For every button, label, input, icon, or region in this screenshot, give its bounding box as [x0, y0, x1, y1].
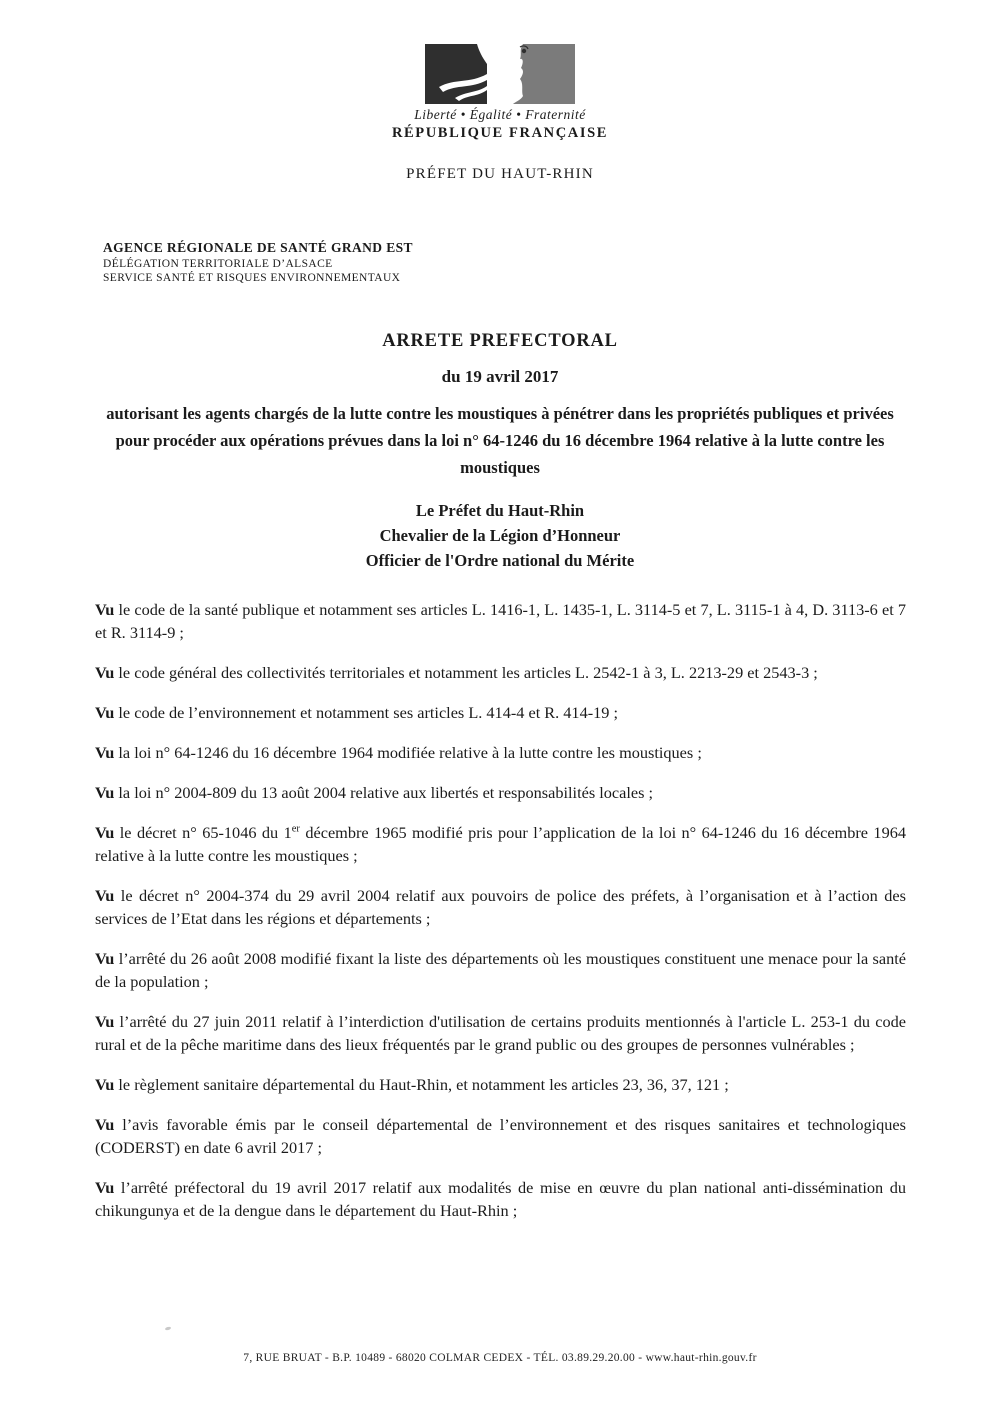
government-letterhead — [0, 44, 1000, 183]
title-block — [95, 331, 905, 481]
recital-text: le décret n° 2004-374 du 29 avril 2004 relatif aux pouvoirs de police des préfets, à l’organisation et à l’action des services de l’Etat dans les régions et départements ; — [95, 886, 906, 928]
recital-lead: Vu — [95, 1012, 115, 1031]
recital — [95, 781, 906, 804]
recital-text: l’arrêté du 26 août 2008 modifié fixant la liste des départements où les moustiques constituent une menace pour la santé de la population ; — [95, 949, 907, 991]
recital-lead: Vu — [95, 1115, 115, 1134]
marianne-logo-icon — [425, 44, 575, 104]
recital-text: le code général des collectivités territoriales et notamment les articles L. 2542-1 à 3, L. 2213-29 et 2543-3 ; — [118, 663, 818, 682]
scan-artifact — [165, 1326, 172, 1330]
document-date: du 19 avril 2017 — [441, 367, 559, 386]
recital-text: le code de l’environnement et notamment ses articles L. 414-4 et R. 414-19 ; — [118, 703, 619, 722]
recital-lead: Vu — [95, 823, 115, 842]
recital — [95, 701, 906, 724]
issuer-title: Le Préfet du Haut-Rhin — [415, 501, 585, 520]
recital-text: le décret n° 65-1046 du 1er décembre 1965 modifié pris pour l’application de la loi n° 64-1246 du 16 décembre 1964 relative à la lutte contre les moustiques ; — [95, 823, 906, 865]
recital — [95, 661, 906, 684]
agency-block — [103, 240, 413, 284]
prefecture-name: PRÉFET DU HAUT-RHIN — [406, 166, 594, 182]
recital — [95, 1176, 906, 1222]
recital — [95, 884, 906, 930]
recital-lead: Vu — [95, 949, 115, 968]
agency-name: AGENCE RÉGIONALE DE SANTÉ GRAND EST — [103, 240, 413, 255]
recital-lead: Vu — [95, 1075, 115, 1094]
recital-lead: Vu — [95, 663, 115, 682]
recital-text: l’arrêté du 27 juin 2011 relatif à l’interdiction d'utilisation de certains produits mentionnés à l'article L. 253-1 du code rural et de la pêche maritime dans des lieux fréquentés par le grand public ou des groupes de personnes vulnérables ; — [95, 1012, 906, 1054]
issuer-honor-2: Officier de l'Ordre national du Mérite — [365, 551, 635, 570]
agency-service: SERVICE SANTÉ ET RISQUES ENVIRONNEMENTAUX — [103, 272, 401, 284]
recital-text: le règlement sanitaire départemental du Haut-Rhin, et notamment les articles 23, 36, 37, 121 ; — [118, 1075, 729, 1094]
recital — [95, 1010, 906, 1056]
document-title: ARRETE PREFECTORAL — [382, 331, 618, 351]
recitals — [95, 598, 906, 1239]
recital — [95, 741, 906, 764]
recital-lead: Vu — [95, 886, 115, 905]
republic-name: RÉPUBLIQUE FRANÇAISE — [391, 125, 609, 141]
recital-text: l’avis favorable émis par le conseil départemental de l’environnement et des risques sanitaires et technologiques (CODERST) en date 6 avril 2017 ; — [95, 1115, 906, 1157]
recital-text: l’arrêté préfectoral du 19 avril 2017 relatif aux modalités de mise en œuvre du plan national anti-dissémination du chikungunya et de la dengue dans le département du Haut-Rhin ; — [95, 1178, 906, 1220]
recital-lead: Vu — [95, 600, 115, 619]
republic-motto: Liberté • Égalité • Fraternité — [414, 107, 586, 122]
recital-lead: Vu — [95, 743, 115, 762]
issuer-honor-1: Chevalier de la Légion d’Honneur — [379, 526, 621, 545]
recital-text: la loi n° 64-1246 du 16 décembre 1964 modifiée relative à la lutte contre les moustiques ; — [118, 743, 702, 762]
recital — [95, 821, 906, 867]
document-subject: autorisant les agents chargés de la lutte contre les moustiques à pénétrer dans les propriétés publiques et privées pour procéder aux opérations prévues dans la loi n° 64-1246 du 16 décembre 1964 relative à la lutte contre les moustiques — [106, 404, 894, 477]
recital — [95, 1073, 906, 1096]
footer-address: 7, RUE BRUAT - B.P. 10489 - 68020 COLMAR CEDEX - TÉL. 03.89.29.20.00 - www.haut-rhin.gouv.fr — [243, 1352, 757, 1364]
recital — [95, 1113, 906, 1159]
issuer-block — [95, 498, 905, 573]
recital-lead: Vu — [95, 783, 115, 802]
recital-text: le code de la santé publique et notamment ses articles L. 1416-1, L. 1435-1, L. 3114-5 et 7, L. 3115-1 à 4, D. 3113-6 et 7 et R. 3114-9 ; — [95, 600, 906, 642]
recital — [95, 598, 906, 644]
recital-text: la loi n° 2004-809 du 13 août 2004 relative aux libertés et responsabilités locales ; — [118, 783, 654, 802]
agency-delegation: DÉLÉGATION TERRITORIALE D’ALSACE — [103, 258, 333, 270]
recital-lead: Vu — [95, 703, 115, 722]
recital — [95, 947, 906, 993]
recital-lead: Vu — [95, 1178, 115, 1197]
